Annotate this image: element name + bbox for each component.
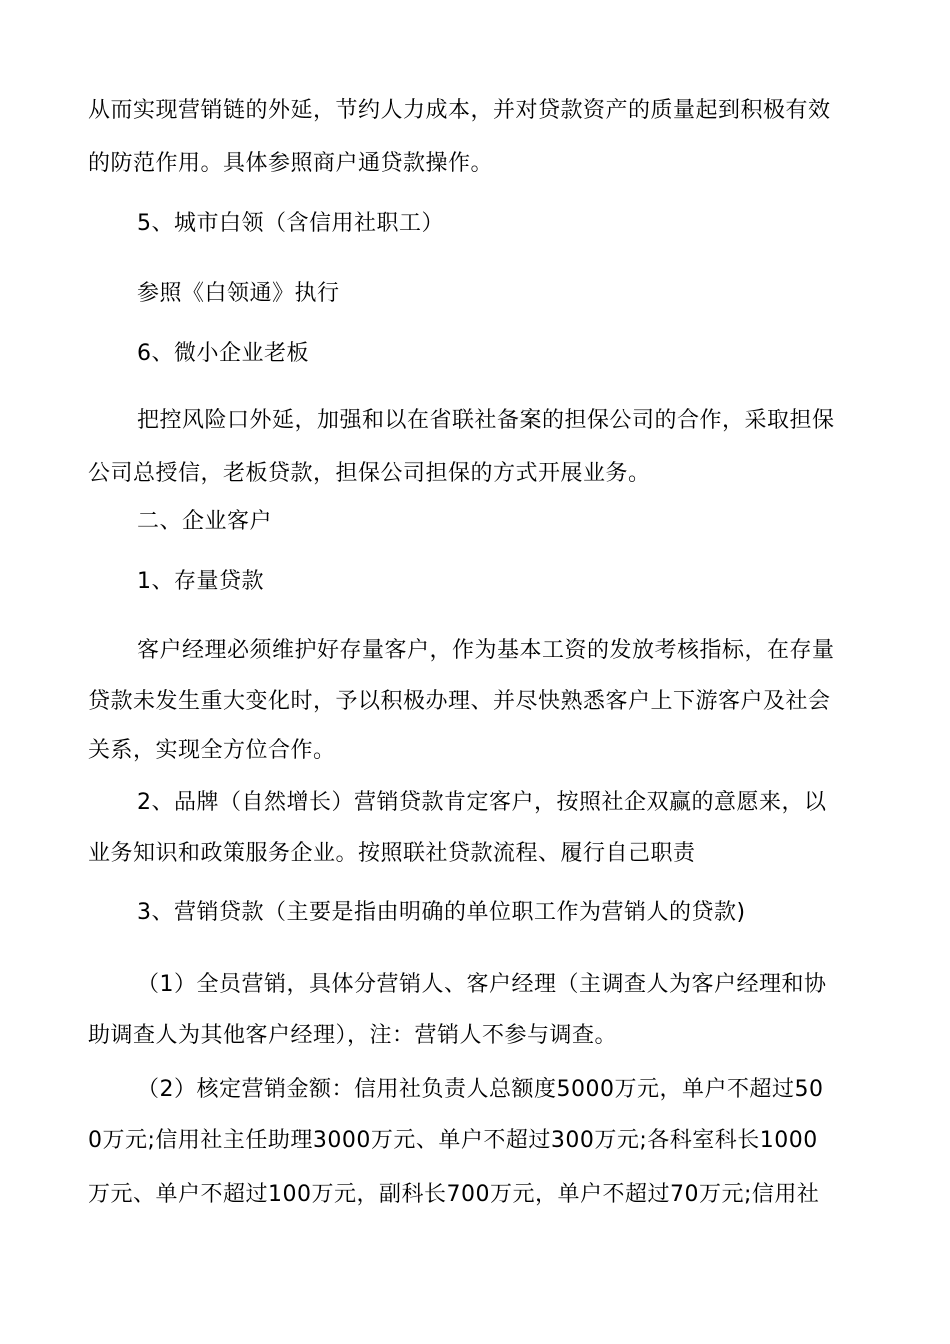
section-heading: 1、存量贷款 [137,569,264,594]
section-heading: 3、营销贷款（主要是指由明确的单位职工作为营销人的贷款) [137,900,746,925]
paragraph-line: 把控风险口外延，加强和以在省联社备案的担保公司的合作，采取担保 [137,408,835,433]
paragraph-line: 公司总授信，老板贷款，担保公司担保的方式开展业务。 [88,461,651,486]
section-heading: 5、城市白领（含信用社职工） [137,211,444,236]
paragraph-line: 0万元;信用社主任助理3000万元、单户不超过300万元;各科室科长1000 [88,1128,818,1153]
paragraph-line: 的防范作用。具体参照商户通贷款操作。 [88,151,494,176]
paragraph-line: 客户经理必须维护好存量客户，作为基本工资的发放考核指标，在存量 [137,638,835,663]
paragraph-line: 从而实现营销链的外延，节约人力成本，并对贷款资产的质量起到积极有效 [88,98,831,123]
paragraph-line: （2）核定营销金额：信用社负责人总额度5000万元，单户不超过50 [137,1077,824,1102]
paragraph-line: 贷款未发生重大变化时，予以积极办理、并尽快熟悉客户上下游客户及社会 [88,689,831,714]
paragraph-line: 助调查人为其他客户经理），注：营销人不参与调查。 [88,1023,618,1048]
paragraph-line: 参照《白领通》执行 [137,281,340,306]
section-heading: 二、企业客户 [137,509,273,534]
paragraph-line: （1）全员营销，具体分营销人、客户经理（主调查人为客户经理和协 [137,972,827,997]
paragraph-line: 关系，实现全方位合作。 [88,738,336,763]
paragraph-line: 2、品牌（自然增长）营销贷款肯定客户，按照社企双赢的意愿来，以 [137,790,827,815]
paragraph-line: 万元、单户不超过100万元，副科长700万元，单户不超过70万元;信用社 [88,1182,820,1207]
paragraph-line: 业务知识和政策服务企业。按照联社贷款流程、履行自己职责 [88,841,696,866]
section-heading: 6、微小企业老板 [137,341,309,366]
